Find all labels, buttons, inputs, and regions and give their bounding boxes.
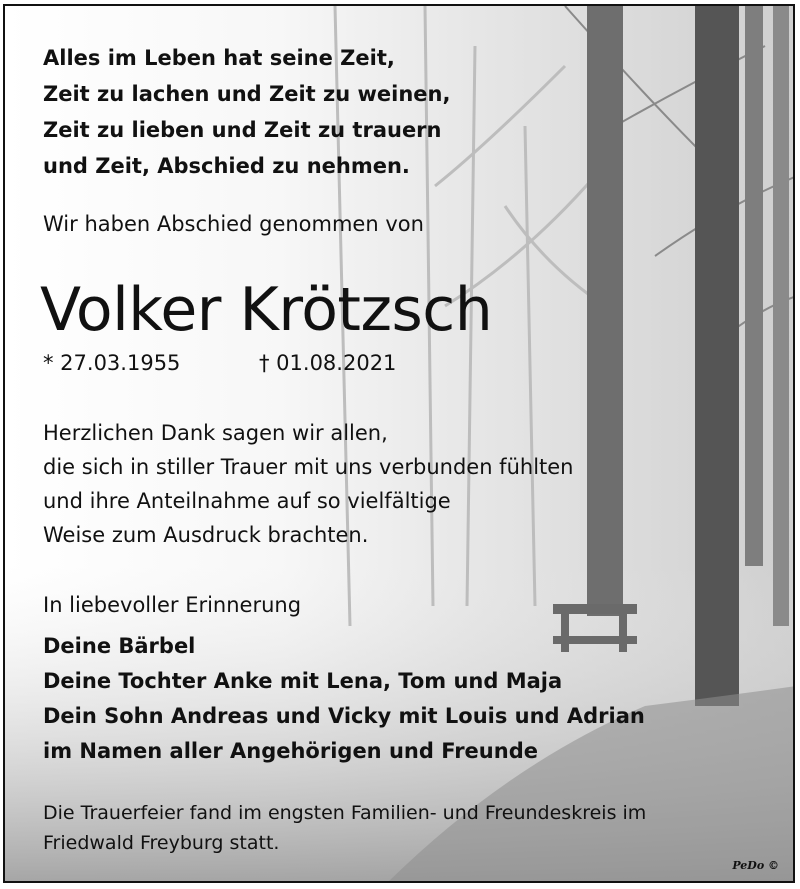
memory-label: In liebevoller Erinnerung (43, 593, 302, 617)
mourner-line: Deine Tochter Anke mit Lena, Tom und Maja (43, 669, 563, 693)
verse-line: Zeit zu lachen und Zeit zu weinen, (43, 82, 451, 106)
thanks-line: und ihre Anteilnahme auf so vielfältige (43, 489, 451, 513)
thanks-line: die sich in stiller Trauer mit uns verbunden fühlten (43, 455, 574, 479)
farewell-intro: Wir haben Abschied genommen von (43, 212, 424, 236)
obituary-content (5, 6, 795, 883)
verse-line: Alles im Leben hat seine Zeit, (43, 46, 395, 70)
mourner-line: Dein Sohn Andreas und Vicky mit Louis und Adrian (43, 704, 645, 728)
mourner-line: Deine Bärbel (43, 634, 196, 658)
mourners-list (43, 629, 645, 769)
birth-date: * 27.03.1955 (43, 351, 181, 375)
verse-line: Zeit zu lieben und Zeit zu trauern (43, 118, 442, 142)
mourner-line: im Namen aller Angehörigen und Freunde (43, 739, 538, 763)
thanks-paragraph (43, 416, 574, 552)
deceased-name: Volker Krötzsch (40, 275, 493, 345)
funeral-note (43, 798, 646, 858)
opening-verse (43, 40, 450, 184)
note-line: Friedwald Freyburg statt. (43, 832, 280, 854)
obituary-card (3, 4, 795, 883)
thanks-line: Weise zum Ausdruck brachten. (43, 523, 369, 547)
thanks-line: Herzlichen Dank sagen wir allen, (43, 421, 388, 445)
note-line: Die Trauerfeier fand im engsten Familien- und Freundeskreis im (43, 802, 647, 824)
copyright-mark: PeDo © (732, 859, 779, 872)
death-date: † 01.08.2021 (259, 351, 397, 375)
verse-line: und Zeit, Abschied zu nehmen. (43, 154, 410, 178)
